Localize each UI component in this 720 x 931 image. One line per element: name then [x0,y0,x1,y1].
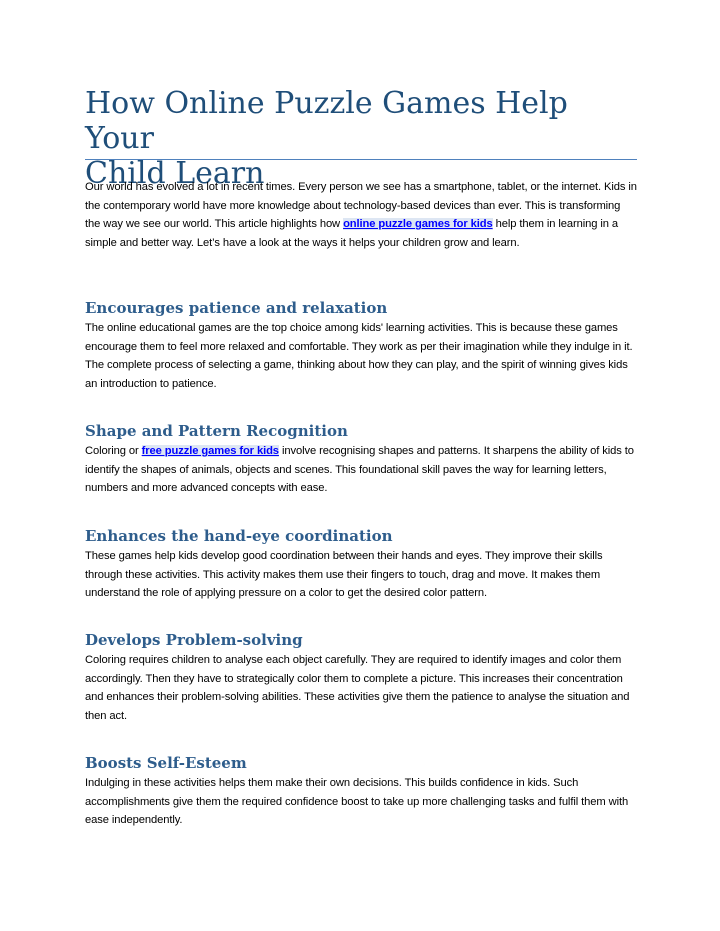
section-body [85,442,637,498]
free-puzzle-games-link[interactable]: free puzzle games for kids [141,445,279,457]
intro-text-after: help them in learning in a simple and better way. Let’s have a look at the ways it helps your children grow and learn. [85,218,618,249]
section-self-esteem [85,753,637,830]
section-body: The online educational games are the top choice among kids' learning activities. This is because these games encourage them to feel more relaxed and comfortable. They work as per their imagination while they indulge in it. The complete process of selecting a game, thinking about how they can play, and the spirit of winning gives kids an introduction to patience. [85,322,633,390]
section-body-after: involve recognising shapes and patterns. It sharpens the ability of kids to identify the shapes of animals, objects and scenes. This foundational skill paves the way for learning letters, numbers and more advanced concepts with ease. [85,445,634,495]
title-line-2: Child Learn [85,156,265,191]
section-hand-eye [85,526,637,603]
intro-paragraph [85,178,637,252]
section-heading: Encourages patience and relaxation [85,299,388,317]
online-puzzle-games-link[interactable]: online puzzle games for kids [343,218,493,231]
section-shape-recognition [85,421,637,498]
section-heading: Develops Problem-solving [85,631,303,649]
section-heading: Enhances the hand-eye coordination [85,527,393,545]
section-problem-solving [85,630,637,725]
intro-text-before: Our world has evolved a lot in recent times. Every person we see has a smartphone, tablet, or the internet. Kids in the contemporary world have more knowledge about technology-based devices than ever. This is transforming the way we see our world. This article highlights how [85,181,637,231]
section-body: These games help kids develop good coordination between their hands and eyes. They improve their skills through these activities. This activity makes them use their fingers to touch, drag and move. It makes them understand the role of applying pressure on a color to get the desired color pattern. [85,550,603,600]
section-body: Indulging in these activities helps them make their own decisions. This builds confidence in kids. Such accomplishments give them the required confidence boost to take up more challenging tasks and fulfil them with ease independently. [85,777,629,827]
section-body: Coloring requires children to analyse each object carefully. They are required to identify images and color them accordingly. Then they have to strategically color them to complete a picture. This increases their concentration and enhances their problem-solving abilities. These activities give them the patience to analyse the situation and then act. [85,654,630,722]
title-line-1: How Online Puzzle Games Help Your [85,86,568,156]
section-heading: Boosts Self-Esteem [85,754,247,772]
section-heading: Shape and Pattern Recognition [85,422,348,440]
intro-paragraph-block [85,178,637,252]
document-title [85,86,637,191]
section-patience [85,298,637,393]
title-underline-rule [85,159,637,160]
section-body-before: Coloring or [85,445,142,457]
